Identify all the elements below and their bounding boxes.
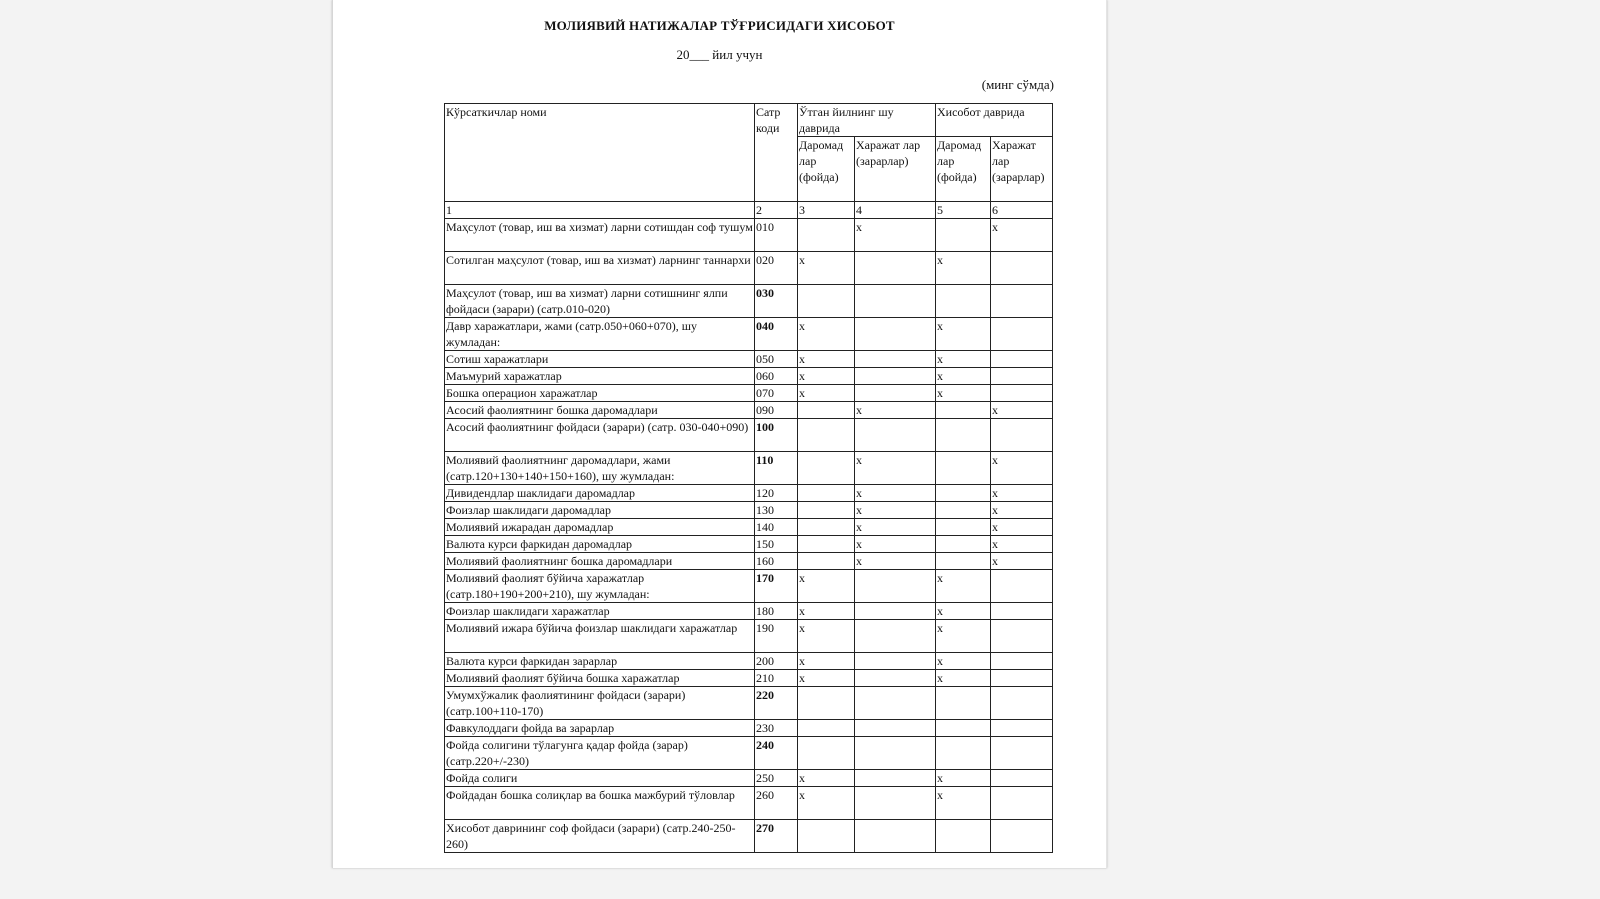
header-line-code: Сатр коди bbox=[755, 104, 798, 202]
row-prev-income bbox=[798, 285, 855, 318]
row-indicator-name: Хисобот даврининг соф фойдаси (зарари) (сатр.240-250-260) bbox=[445, 820, 755, 853]
row-indicator-name: Молиявий фаолиятнинг бошка даромадлари bbox=[445, 553, 755, 570]
row-line-code: 120 bbox=[755, 485, 798, 502]
row-prev-income: x bbox=[798, 653, 855, 670]
row-prev-expense: x bbox=[855, 485, 936, 502]
row-report-income: x bbox=[936, 653, 991, 670]
header-prev-expense: Харажат лар (зарарлар) bbox=[855, 137, 936, 202]
row-prev-income: x bbox=[798, 570, 855, 603]
table-row bbox=[445, 402, 1053, 419]
row-report-income bbox=[936, 402, 991, 419]
table-row bbox=[445, 318, 1053, 351]
row-report-expense bbox=[991, 653, 1053, 670]
row-prev-income bbox=[798, 820, 855, 853]
row-prev-income bbox=[798, 553, 855, 570]
row-prev-income: x bbox=[798, 770, 855, 787]
row-report-expense bbox=[991, 419, 1053, 452]
table-row bbox=[445, 452, 1053, 485]
table-row bbox=[445, 787, 1053, 820]
column-number: 2 bbox=[755, 202, 798, 219]
row-report-expense: x bbox=[991, 452, 1053, 485]
row-prev-expense bbox=[855, 351, 936, 368]
column-number: 5 bbox=[936, 202, 991, 219]
table-row bbox=[445, 770, 1053, 787]
row-line-code: 250 bbox=[755, 770, 798, 787]
row-indicator-name: Фойдадан бошка солиқлар ва бошка мажбурий тўловлар bbox=[445, 787, 755, 820]
row-report-expense: x bbox=[991, 553, 1053, 570]
row-indicator-name: Умумхўжалик фаолиятининг фойдаси (зарари) (сатр.100+110-170) bbox=[445, 687, 755, 720]
row-report-income: x bbox=[936, 385, 991, 402]
header-indicator-name: Кўрсаткичлар номи bbox=[445, 104, 755, 202]
row-prev-expense: x bbox=[855, 452, 936, 485]
row-report-expense bbox=[991, 603, 1053, 620]
row-prev-expense: x bbox=[855, 502, 936, 519]
row-prev-expense bbox=[855, 670, 936, 687]
row-report-expense: x bbox=[991, 536, 1053, 553]
row-report-expense bbox=[991, 670, 1053, 687]
row-report-income bbox=[936, 485, 991, 502]
table-row bbox=[445, 720, 1053, 737]
row-line-code: 230 bbox=[755, 720, 798, 737]
row-line-code: 050 bbox=[755, 351, 798, 368]
row-line-code: 040 bbox=[755, 318, 798, 351]
row-report-income bbox=[936, 687, 991, 720]
table-row bbox=[445, 553, 1053, 570]
row-report-expense bbox=[991, 351, 1053, 368]
row-line-code: 200 bbox=[755, 653, 798, 670]
row-indicator-name: Фавкулоддаги фойда ва зарарлар bbox=[445, 720, 755, 737]
row-report-expense bbox=[991, 737, 1053, 770]
row-line-code: 150 bbox=[755, 536, 798, 553]
row-report-income: x bbox=[936, 318, 991, 351]
row-report-expense bbox=[991, 787, 1053, 820]
row-prev-income: x bbox=[798, 670, 855, 687]
row-prev-expense: x bbox=[855, 553, 936, 570]
row-report-income: x bbox=[936, 620, 991, 653]
table-row bbox=[445, 670, 1053, 687]
row-prev-income bbox=[798, 687, 855, 720]
table-row bbox=[445, 502, 1053, 519]
row-report-expense bbox=[991, 620, 1053, 653]
financial-results-table bbox=[444, 103, 1053, 853]
row-line-code: 270 bbox=[755, 820, 798, 853]
row-prev-expense bbox=[855, 737, 936, 770]
row-report-expense: x bbox=[991, 485, 1053, 502]
row-indicator-name: Фоизлар шаклидаги харажатлар bbox=[445, 603, 755, 620]
header-report-period: Хисобот даврида bbox=[936, 104, 1053, 137]
row-indicator-name: Молиявий фаолият бўйича бошка харажатлар bbox=[445, 670, 755, 687]
table-row bbox=[445, 252, 1053, 285]
row-report-income: x bbox=[936, 252, 991, 285]
row-report-income bbox=[936, 285, 991, 318]
row-report-expense bbox=[991, 770, 1053, 787]
row-report-income bbox=[936, 720, 991, 737]
row-prev-income: x bbox=[798, 603, 855, 620]
row-prev-income: x bbox=[798, 620, 855, 653]
row-prev-income bbox=[798, 720, 855, 737]
row-prev-income bbox=[798, 502, 855, 519]
row-report-income: x bbox=[936, 603, 991, 620]
row-indicator-name: Молиявий фаолият бўйича харажатлар (сатр.180+190+200+210), шу жумладан: bbox=[445, 570, 755, 603]
row-indicator-name: Маҳсулот (товар, иш ва хизмат) ларни сотишдан соф тушум bbox=[445, 219, 755, 252]
row-indicator-name: Асосий фаолиятнинг бошка даромадлари bbox=[445, 402, 755, 419]
row-prev-income: x bbox=[798, 351, 855, 368]
row-prev-expense bbox=[855, 770, 936, 787]
row-report-expense bbox=[991, 318, 1053, 351]
header-prev-income: Даромад лар (фойда) bbox=[798, 137, 855, 202]
table-row bbox=[445, 603, 1053, 620]
row-prev-expense bbox=[855, 368, 936, 385]
row-line-code: 030 bbox=[755, 285, 798, 318]
row-prev-expense bbox=[855, 653, 936, 670]
row-prev-expense bbox=[855, 603, 936, 620]
row-line-code: 210 bbox=[755, 670, 798, 687]
row-line-code: 010 bbox=[755, 219, 798, 252]
row-report-income: x bbox=[936, 368, 991, 385]
column-number: 6 bbox=[991, 202, 1053, 219]
row-prev-expense: x bbox=[855, 402, 936, 419]
row-indicator-name: Давр харажатлари, жами (сатр.050+060+070), шу жумладан: bbox=[445, 318, 755, 351]
row-report-expense: x bbox=[991, 402, 1053, 419]
table-row bbox=[445, 536, 1053, 553]
table-row bbox=[445, 737, 1053, 770]
row-line-code: 070 bbox=[755, 385, 798, 402]
row-prev-income: x bbox=[798, 252, 855, 285]
row-line-code: 220 bbox=[755, 687, 798, 720]
units-note: (минг сўмда) bbox=[981, 77, 1054, 92]
row-line-code: 240 bbox=[755, 737, 798, 770]
row-report-expense bbox=[991, 252, 1053, 285]
row-report-income: x bbox=[936, 787, 991, 820]
row-report-income bbox=[936, 553, 991, 570]
row-prev-expense bbox=[855, 419, 936, 452]
row-report-income: x bbox=[936, 570, 991, 603]
row-report-expense: x bbox=[991, 502, 1053, 519]
row-report-income bbox=[936, 219, 991, 252]
row-indicator-name: Маъмурий харажатлар bbox=[445, 368, 755, 385]
table-row bbox=[445, 519, 1053, 536]
row-prev-expense bbox=[855, 252, 936, 285]
row-indicator-name: Бошка операцион харажатлар bbox=[445, 385, 755, 402]
row-prev-expense bbox=[855, 318, 936, 351]
row-report-income: x bbox=[936, 351, 991, 368]
row-prev-income: x bbox=[798, 368, 855, 385]
row-line-code: 090 bbox=[755, 402, 798, 419]
row-report-income bbox=[936, 419, 991, 452]
row-report-income: x bbox=[936, 770, 991, 787]
row-prev-income bbox=[798, 536, 855, 553]
row-indicator-name: Фойда солигини тўлагунга қадар фойда (зарар) (сатр.220+/-230) bbox=[445, 737, 755, 770]
row-line-code: 140 bbox=[755, 519, 798, 536]
row-report-income bbox=[936, 502, 991, 519]
row-indicator-name: Сотиш харажатлари bbox=[445, 351, 755, 368]
row-prev-expense bbox=[855, 385, 936, 402]
column-number: 4 bbox=[855, 202, 936, 219]
table-row bbox=[445, 368, 1053, 385]
row-report-expense bbox=[991, 368, 1053, 385]
row-prev-income: x bbox=[798, 318, 855, 351]
row-prev-expense bbox=[855, 285, 936, 318]
table-row bbox=[445, 285, 1053, 318]
row-report-income bbox=[936, 737, 991, 770]
column-number: 1 bbox=[445, 202, 755, 219]
row-prev-expense bbox=[855, 787, 936, 820]
row-prev-expense bbox=[855, 720, 936, 737]
row-report-expense bbox=[991, 687, 1053, 720]
row-line-code: 110 bbox=[755, 452, 798, 485]
row-report-income bbox=[936, 519, 991, 536]
row-prev-expense bbox=[855, 570, 936, 603]
document-page bbox=[332, 0, 1107, 868]
row-indicator-name: Маҳсулот (товар, иш ва хизмат) ларни сотишнинг ялпи фойдаси (зарари) (сатр.010-020) bbox=[445, 285, 755, 318]
row-report-expense: x bbox=[991, 519, 1053, 536]
row-line-code: 160 bbox=[755, 553, 798, 570]
row-line-code: 170 bbox=[755, 570, 798, 603]
row-prev-income bbox=[798, 402, 855, 419]
row-indicator-name: Фоизлар шаклидаги даромадлар bbox=[445, 502, 755, 519]
row-line-code: 190 bbox=[755, 620, 798, 653]
row-indicator-name: Молиявий ижарадан даромадлар bbox=[445, 519, 755, 536]
table-row bbox=[445, 653, 1053, 670]
header-prev-period: Ўтган йилнинг шу даврида bbox=[798, 104, 936, 137]
row-report-income bbox=[936, 452, 991, 485]
row-indicator-name: Асосий фаолиятнинг фойдаси (зарари) (сатр. 030-040+090) bbox=[445, 419, 755, 452]
column-number: 3 bbox=[798, 202, 855, 219]
row-report-expense bbox=[991, 385, 1053, 402]
row-prev-income bbox=[798, 419, 855, 452]
row-prev-income bbox=[798, 519, 855, 536]
row-report-expense bbox=[991, 820, 1053, 853]
table-row bbox=[445, 485, 1053, 502]
row-line-code: 100 bbox=[755, 419, 798, 452]
row-report-income bbox=[936, 820, 991, 853]
row-prev-income: x bbox=[798, 385, 855, 402]
row-indicator-name: Сотилган маҳсулот (товар, иш ва хизмат) ларнинг таннархи bbox=[445, 252, 755, 285]
row-report-expense bbox=[991, 720, 1053, 737]
row-line-code: 180 bbox=[755, 603, 798, 620]
table-row bbox=[445, 385, 1053, 402]
row-prev-expense bbox=[855, 820, 936, 853]
table-body bbox=[445, 219, 1053, 853]
row-report-income: x bbox=[936, 670, 991, 687]
report-title: МОЛИЯВИЙ НАТИЖАЛАР ТЎҒРИСИДАГИ ХИСОБОТ bbox=[544, 18, 895, 33]
row-indicator-name: Дивидендлар шаклидаги даромадлар bbox=[445, 485, 755, 502]
row-report-expense: x bbox=[991, 219, 1053, 252]
table-row bbox=[445, 820, 1053, 853]
table-row bbox=[445, 620, 1053, 653]
row-prev-expense: x bbox=[855, 519, 936, 536]
table-row bbox=[445, 419, 1053, 452]
row-indicator-name: Молиявий фаолиятнинг даромадлари, жами (сатр.120+130+140+150+160), шу жумладан: bbox=[445, 452, 755, 485]
table-row bbox=[445, 570, 1053, 603]
row-prev-income bbox=[798, 485, 855, 502]
header-report-expense: Харажат лар (зарарлар) bbox=[991, 137, 1053, 202]
row-prev-expense bbox=[855, 620, 936, 653]
table-row bbox=[445, 687, 1053, 720]
row-report-expense bbox=[991, 570, 1053, 603]
row-indicator-name: Валюта курси фаркидан зарарлар bbox=[445, 653, 755, 670]
table-row bbox=[445, 351, 1053, 368]
row-prev-expense: x bbox=[855, 219, 936, 252]
row-indicator-name: Фойда солиги bbox=[445, 770, 755, 787]
row-indicator-name: Молиявий ижара бўйича фоизлар шаклидаги харажатлар bbox=[445, 620, 755, 653]
row-line-code: 260 bbox=[755, 787, 798, 820]
row-report-income bbox=[936, 536, 991, 553]
row-prev-expense: x bbox=[855, 536, 936, 553]
row-line-code: 020 bbox=[755, 252, 798, 285]
header-report-income: Даромад лар (фойда) bbox=[936, 137, 991, 202]
row-report-expense bbox=[991, 285, 1053, 318]
row-indicator-name: Валюта курси фаркидан даромадлар bbox=[445, 536, 755, 553]
row-prev-expense bbox=[855, 687, 936, 720]
row-prev-income bbox=[798, 219, 855, 252]
row-prev-income bbox=[798, 452, 855, 485]
table-row bbox=[445, 219, 1053, 252]
report-period-line: 20___ йил учун bbox=[676, 47, 763, 62]
row-line-code: 130 bbox=[755, 502, 798, 519]
row-line-code: 060 bbox=[755, 368, 798, 385]
row-prev-income: x bbox=[798, 787, 855, 820]
row-prev-income bbox=[798, 737, 855, 770]
